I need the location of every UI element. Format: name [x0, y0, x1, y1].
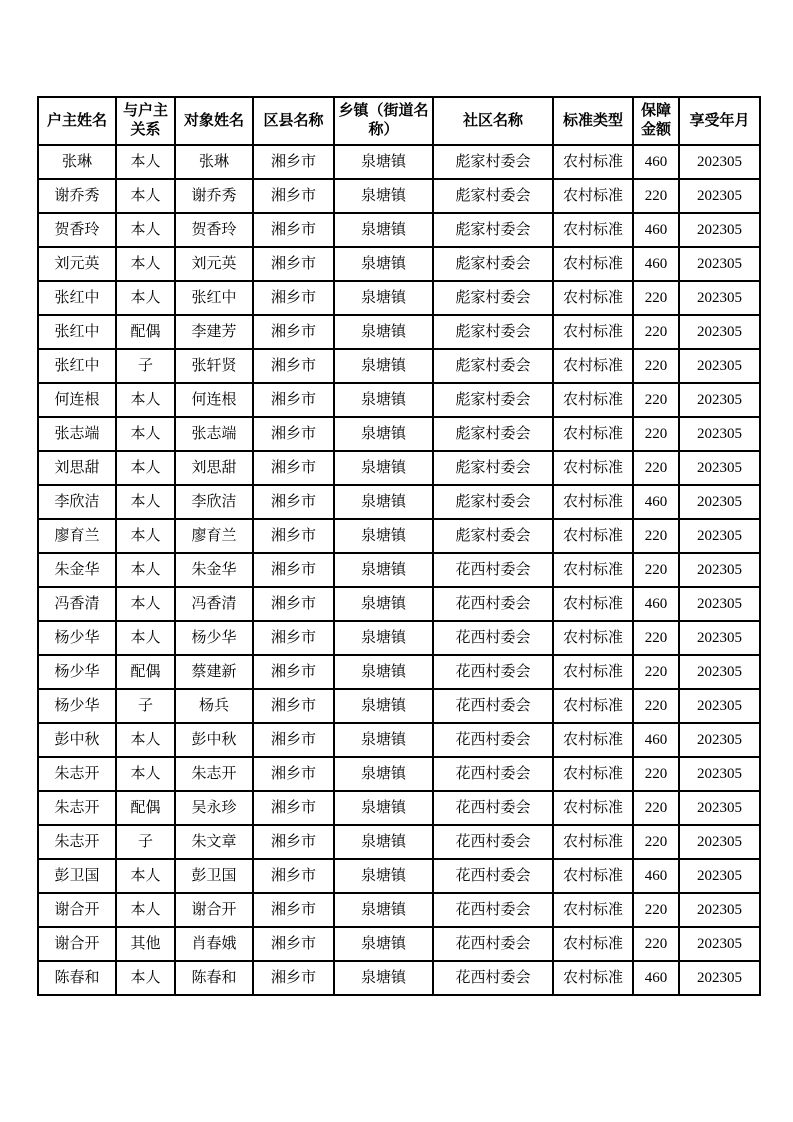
col-header-township: 乡镇（街道名称）	[334, 97, 433, 145]
cell-standard-type: 农村标准	[553, 281, 633, 315]
cell-township: 泉塘镇	[334, 655, 433, 689]
table-row	[38, 213, 760, 247]
cell-period: 202305	[679, 349, 760, 383]
cell-period: 202305	[679, 961, 760, 995]
cell-community: 花西村委会	[433, 961, 553, 995]
cell-township: 泉塘镇	[334, 961, 433, 995]
cell-county: 湘乡市	[253, 621, 334, 655]
cell-subject-name: 陈春和	[175, 961, 253, 995]
table-row	[38, 247, 760, 281]
col-header-county: 区县名称	[253, 97, 334, 145]
cell-subject-name: 朱文章	[175, 825, 253, 859]
cell-community: 花西村委会	[433, 825, 553, 859]
cell-community: 彪家村委会	[433, 247, 553, 281]
cell-standard-type: 农村标准	[553, 383, 633, 417]
cell-household-head: 李欣洁	[38, 485, 116, 519]
cell-community: 花西村委会	[433, 621, 553, 655]
cell-period: 202305	[679, 825, 760, 859]
cell-community: 花西村委会	[433, 553, 553, 587]
cell-amount: 460	[633, 485, 679, 519]
cell-township: 泉塘镇	[334, 553, 433, 587]
cell-relationship: 本人	[116, 553, 175, 587]
table-row	[38, 825, 760, 859]
cell-county: 湘乡市	[253, 689, 334, 723]
cell-period: 202305	[679, 315, 760, 349]
cell-relationship: 本人	[116, 451, 175, 485]
table-row	[38, 621, 760, 655]
cell-period: 202305	[679, 689, 760, 723]
table-row	[38, 927, 760, 961]
cell-relationship: 本人	[116, 519, 175, 553]
cell-community: 花西村委会	[433, 757, 553, 791]
cell-community: 彪家村委会	[433, 417, 553, 451]
cell-relationship: 本人	[116, 145, 175, 179]
cell-period: 202305	[679, 519, 760, 553]
table-row	[38, 859, 760, 893]
cell-household-head: 贺香玲	[38, 213, 116, 247]
cell-township: 泉塘镇	[334, 859, 433, 893]
cell-subject-name: 张琳	[175, 145, 253, 179]
cell-relationship: 本人	[116, 417, 175, 451]
cell-period: 202305	[679, 859, 760, 893]
table-row	[38, 961, 760, 995]
cell-standard-type: 农村标准	[553, 689, 633, 723]
cell-subject-name: 廖育兰	[175, 519, 253, 553]
cell-subject-name: 张轩贤	[175, 349, 253, 383]
cell-standard-type: 农村标准	[553, 247, 633, 281]
cell-relationship: 子	[116, 825, 175, 859]
cell-subject-name: 杨兵	[175, 689, 253, 723]
cell-standard-type: 农村标准	[553, 859, 633, 893]
cell-amount: 220	[633, 757, 679, 791]
cell-county: 湘乡市	[253, 451, 334, 485]
cell-community: 花西村委会	[433, 893, 553, 927]
cell-community: 花西村委会	[433, 689, 553, 723]
cell-community: 彪家村委会	[433, 145, 553, 179]
cell-amount: 460	[633, 859, 679, 893]
cell-subject-name: 张红中	[175, 281, 253, 315]
cell-county: 湘乡市	[253, 281, 334, 315]
table-body	[38, 145, 760, 995]
cell-amount: 220	[633, 893, 679, 927]
cell-township: 泉塘镇	[334, 315, 433, 349]
cell-subject-name: 彭中秋	[175, 723, 253, 757]
cell-amount: 220	[633, 519, 679, 553]
cell-relationship: 本人	[116, 961, 175, 995]
cell-amount: 220	[633, 349, 679, 383]
table-row	[38, 519, 760, 553]
cell-standard-type: 农村标准	[553, 961, 633, 995]
cell-amount: 220	[633, 417, 679, 451]
cell-subject-name: 彭卫国	[175, 859, 253, 893]
col-header-amount: 保障金额	[633, 97, 679, 145]
cell-period: 202305	[679, 791, 760, 825]
cell-county: 湘乡市	[253, 179, 334, 213]
col-header-relationship: 与户主关系	[116, 97, 175, 145]
cell-county: 湘乡市	[253, 349, 334, 383]
cell-township: 泉塘镇	[334, 417, 433, 451]
cell-household-head: 谢合开	[38, 927, 116, 961]
cell-relationship: 子	[116, 349, 175, 383]
cell-subject-name: 刘元英	[175, 247, 253, 281]
cell-relationship: 子	[116, 689, 175, 723]
cell-household-head: 谢合开	[38, 893, 116, 927]
cell-standard-type: 农村标准	[553, 655, 633, 689]
cell-township: 泉塘镇	[334, 689, 433, 723]
cell-standard-type: 农村标准	[553, 553, 633, 587]
cell-standard-type: 农村标准	[553, 213, 633, 247]
cell-household-head: 朱志开	[38, 757, 116, 791]
cell-relationship: 本人	[116, 859, 175, 893]
cell-county: 湘乡市	[253, 893, 334, 927]
cell-community: 花西村委会	[433, 859, 553, 893]
table-row	[38, 757, 760, 791]
cell-county: 湘乡市	[253, 213, 334, 247]
cell-subject-name: 朱志开	[175, 757, 253, 791]
cell-subject-name: 朱金华	[175, 553, 253, 587]
cell-subject-name: 何连根	[175, 383, 253, 417]
cell-period: 202305	[679, 621, 760, 655]
cell-amount: 220	[633, 281, 679, 315]
cell-standard-type: 农村标准	[553, 723, 633, 757]
table-row	[38, 689, 760, 723]
cell-standard-type: 农村标准	[553, 893, 633, 927]
cell-subject-name: 谢合开	[175, 893, 253, 927]
cell-relationship: 本人	[116, 281, 175, 315]
cell-standard-type: 农村标准	[553, 451, 633, 485]
cell-standard-type: 农村标准	[553, 145, 633, 179]
cell-township: 泉塘镇	[334, 791, 433, 825]
cell-period: 202305	[679, 927, 760, 961]
cell-community: 彪家村委会	[433, 485, 553, 519]
cell-community: 彪家村委会	[433, 451, 553, 485]
table-row	[38, 349, 760, 383]
cell-relationship: 本人	[116, 383, 175, 417]
cell-subject-name: 李建芳	[175, 315, 253, 349]
cell-county: 湘乡市	[253, 927, 334, 961]
cell-standard-type: 农村标准	[553, 485, 633, 519]
table-row	[38, 655, 760, 689]
cell-period: 202305	[679, 485, 760, 519]
table-row	[38, 315, 760, 349]
cell-household-head: 张琳	[38, 145, 116, 179]
cell-household-head: 杨少华	[38, 621, 116, 655]
cell-relationship: 配偶	[116, 791, 175, 825]
cell-county: 湘乡市	[253, 587, 334, 621]
cell-township: 泉塘镇	[334, 213, 433, 247]
cell-county: 湘乡市	[253, 247, 334, 281]
cell-relationship: 本人	[116, 247, 175, 281]
cell-community: 花西村委会	[433, 723, 553, 757]
cell-relationship: 本人	[116, 179, 175, 213]
cell-community: 花西村委会	[433, 927, 553, 961]
cell-period: 202305	[679, 893, 760, 927]
benefit-table	[37, 96, 761, 996]
cell-household-head: 张红中	[38, 315, 116, 349]
cell-subject-name: 肖春娥	[175, 927, 253, 961]
cell-county: 湘乡市	[253, 145, 334, 179]
cell-relationship: 其他	[116, 927, 175, 961]
cell-community: 彪家村委会	[433, 179, 553, 213]
cell-household-head: 朱志开	[38, 825, 116, 859]
cell-period: 202305	[679, 757, 760, 791]
cell-subject-name: 杨少华	[175, 621, 253, 655]
cell-township: 泉塘镇	[334, 757, 433, 791]
header-row	[38, 97, 760, 145]
cell-county: 湘乡市	[253, 791, 334, 825]
cell-period: 202305	[679, 383, 760, 417]
cell-household-head: 刘思甜	[38, 451, 116, 485]
cell-community: 彪家村委会	[433, 383, 553, 417]
table-row	[38, 281, 760, 315]
cell-standard-type: 农村标准	[553, 315, 633, 349]
cell-subject-name: 冯香清	[175, 587, 253, 621]
cell-township: 泉塘镇	[334, 825, 433, 859]
cell-relationship: 配偶	[116, 655, 175, 689]
table-row	[38, 179, 760, 213]
cell-county: 湘乡市	[253, 723, 334, 757]
cell-relationship: 配偶	[116, 315, 175, 349]
cell-relationship: 本人	[116, 621, 175, 655]
cell-household-head: 张红中	[38, 349, 116, 383]
col-header-community: 社区名称	[433, 97, 553, 145]
cell-subject-name: 刘思甜	[175, 451, 253, 485]
cell-amount: 220	[633, 791, 679, 825]
cell-amount: 220	[633, 621, 679, 655]
cell-household-head: 张志端	[38, 417, 116, 451]
col-header-subject-name: 对象姓名	[175, 97, 253, 145]
cell-county: 湘乡市	[253, 485, 334, 519]
cell-community: 彪家村委会	[433, 349, 553, 383]
cell-period: 202305	[679, 179, 760, 213]
table-row	[38, 723, 760, 757]
cell-county: 湘乡市	[253, 519, 334, 553]
cell-subject-name: 张志端	[175, 417, 253, 451]
cell-period: 202305	[679, 587, 760, 621]
col-header-household-head: 户主姓名	[38, 97, 116, 145]
cell-period: 202305	[679, 655, 760, 689]
cell-standard-type: 农村标准	[553, 757, 633, 791]
cell-subject-name: 谢乔秀	[175, 179, 253, 213]
cell-amount: 220	[633, 655, 679, 689]
cell-relationship: 本人	[116, 587, 175, 621]
cell-county: 湘乡市	[253, 859, 334, 893]
cell-community: 彪家村委会	[433, 315, 553, 349]
cell-amount: 220	[633, 927, 679, 961]
cell-amount: 460	[633, 723, 679, 757]
cell-period: 202305	[679, 417, 760, 451]
col-header-standard-type: 标准类型	[553, 97, 633, 145]
cell-amount: 220	[633, 689, 679, 723]
cell-community: 花西村委会	[433, 791, 553, 825]
cell-relationship: 本人	[116, 893, 175, 927]
cell-relationship: 本人	[116, 213, 175, 247]
cell-amount: 220	[633, 315, 679, 349]
cell-community: 彪家村委会	[433, 281, 553, 315]
cell-township: 泉塘镇	[334, 587, 433, 621]
table-row	[38, 791, 760, 825]
cell-household-head: 彭中秋	[38, 723, 116, 757]
table-row	[38, 587, 760, 621]
cell-county: 湘乡市	[253, 961, 334, 995]
cell-standard-type: 农村标准	[553, 825, 633, 859]
cell-standard-type: 农村标准	[553, 179, 633, 213]
cell-township: 泉塘镇	[334, 349, 433, 383]
cell-amount: 460	[633, 587, 679, 621]
cell-period: 202305	[679, 451, 760, 485]
cell-township: 泉塘镇	[334, 145, 433, 179]
cell-township: 泉塘镇	[334, 621, 433, 655]
table-row	[38, 893, 760, 927]
cell-county: 湘乡市	[253, 655, 334, 689]
cell-amount: 220	[633, 383, 679, 417]
cell-household-head: 谢乔秀	[38, 179, 116, 213]
cell-subject-name: 贺香玲	[175, 213, 253, 247]
cell-period: 202305	[679, 281, 760, 315]
cell-amount: 460	[633, 961, 679, 995]
cell-standard-type: 农村标准	[553, 417, 633, 451]
table-row	[38, 145, 760, 179]
cell-amount: 220	[633, 553, 679, 587]
cell-subject-name: 蔡建新	[175, 655, 253, 689]
cell-county: 湘乡市	[253, 757, 334, 791]
cell-subject-name: 吴永珍	[175, 791, 253, 825]
cell-household-head: 朱金华	[38, 553, 116, 587]
cell-township: 泉塘镇	[334, 893, 433, 927]
cell-period: 202305	[679, 145, 760, 179]
cell-household-head: 彭卫国	[38, 859, 116, 893]
cell-county: 湘乡市	[253, 553, 334, 587]
cell-township: 泉塘镇	[334, 179, 433, 213]
table-row	[38, 451, 760, 485]
cell-standard-type: 农村标准	[553, 621, 633, 655]
cell-period: 202305	[679, 723, 760, 757]
cell-township: 泉塘镇	[334, 247, 433, 281]
cell-county: 湘乡市	[253, 417, 334, 451]
cell-standard-type: 农村标准	[553, 927, 633, 961]
cell-amount: 460	[633, 247, 679, 281]
cell-household-head: 杨少华	[38, 655, 116, 689]
cell-amount: 220	[633, 825, 679, 859]
table-header	[38, 97, 760, 145]
cell-amount: 220	[633, 179, 679, 213]
cell-community: 花西村委会	[433, 655, 553, 689]
cell-subject-name: 李欣洁	[175, 485, 253, 519]
cell-household-head: 刘元英	[38, 247, 116, 281]
cell-household-head: 杨少华	[38, 689, 116, 723]
cell-township: 泉塘镇	[334, 519, 433, 553]
cell-township: 泉塘镇	[334, 383, 433, 417]
cell-township: 泉塘镇	[334, 451, 433, 485]
cell-county: 湘乡市	[253, 315, 334, 349]
cell-household-head: 张红中	[38, 281, 116, 315]
cell-community: 彪家村委会	[433, 519, 553, 553]
cell-community: 彪家村委会	[433, 213, 553, 247]
cell-amount: 460	[633, 145, 679, 179]
table-row	[38, 417, 760, 451]
table-row	[38, 553, 760, 587]
cell-household-head: 廖育兰	[38, 519, 116, 553]
cell-county: 湘乡市	[253, 383, 334, 417]
cell-amount: 460	[633, 213, 679, 247]
cell-standard-type: 农村标准	[553, 519, 633, 553]
cell-household-head: 冯香清	[38, 587, 116, 621]
cell-household-head: 何连根	[38, 383, 116, 417]
cell-relationship: 本人	[116, 485, 175, 519]
cell-household-head: 陈春和	[38, 961, 116, 995]
cell-relationship: 本人	[116, 723, 175, 757]
cell-relationship: 本人	[116, 757, 175, 791]
cell-household-head: 朱志开	[38, 791, 116, 825]
cell-township: 泉塘镇	[334, 281, 433, 315]
cell-standard-type: 农村标准	[553, 587, 633, 621]
col-header-period: 享受年月	[679, 97, 760, 145]
cell-period: 202305	[679, 553, 760, 587]
cell-standard-type: 农村标准	[553, 349, 633, 383]
cell-standard-type: 农村标准	[553, 791, 633, 825]
table-row	[38, 485, 760, 519]
cell-township: 泉塘镇	[334, 485, 433, 519]
cell-amount: 220	[633, 451, 679, 485]
cell-township: 泉塘镇	[334, 927, 433, 961]
cell-county: 湘乡市	[253, 825, 334, 859]
cell-period: 202305	[679, 247, 760, 281]
table-row	[38, 383, 760, 417]
cell-period: 202305	[679, 213, 760, 247]
cell-township: 泉塘镇	[334, 723, 433, 757]
cell-community: 花西村委会	[433, 587, 553, 621]
